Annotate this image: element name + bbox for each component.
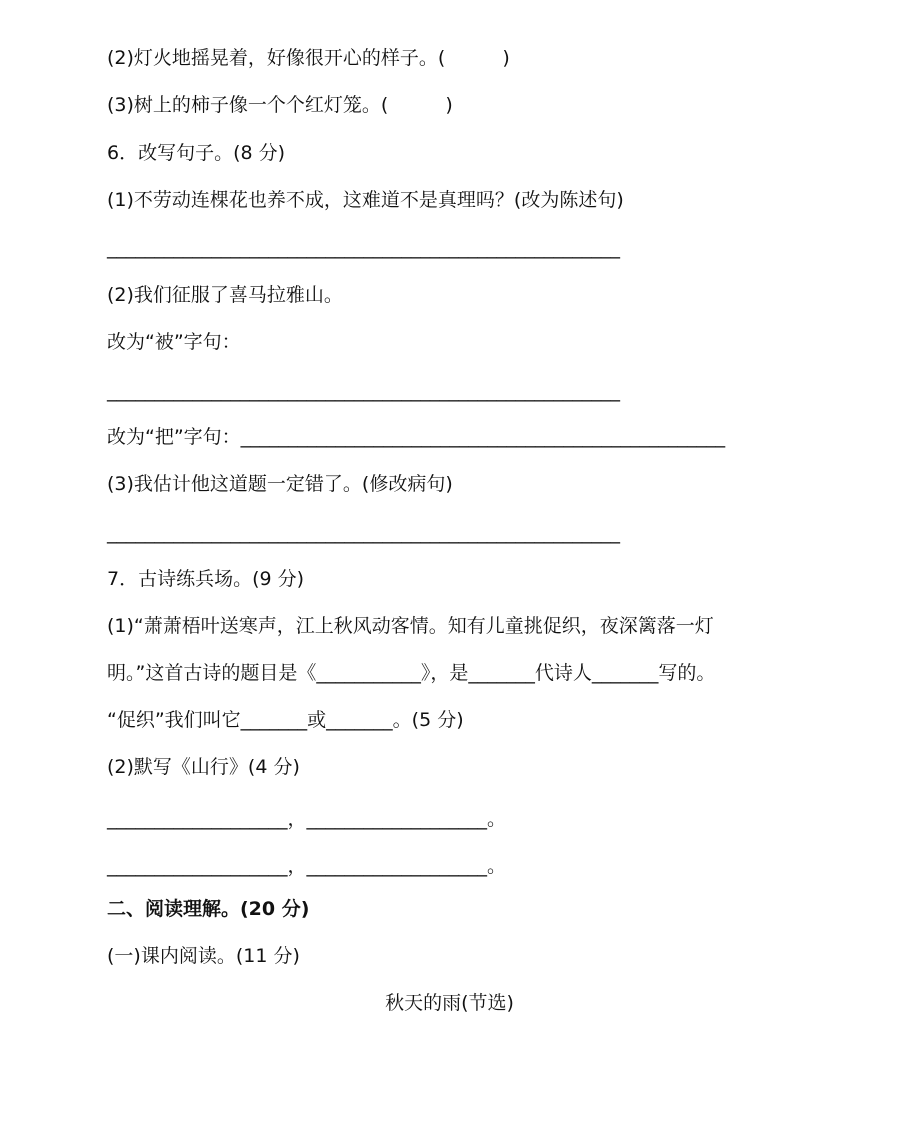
question-7-item-1-poem: (1)“萧萧梧叶送寒声，江上秋风动客情。知有儿童挑促织，夜深篱落一灯 — [107, 615, 714, 637]
question-6-item-1: (1)不劳动连棵花也养不成，这难道不是真理吗？(改为陈述句) — [107, 189, 624, 211]
section-2-part-1-heading: (一)课内阅读。(11 分) — [107, 945, 300, 967]
question-5-item-3: (3)树上的柿子像一个个红灯笼。( ) — [107, 94, 453, 116]
section-2-heading: 二、阅读理解。(20 分) — [107, 898, 310, 920]
answer-line-6-1: ______________________________________________________ — [107, 237, 620, 259]
answer-line-6-3: ______________________________________________________ — [107, 522, 620, 544]
answer-line-6-2-bei: ______________________________________________________ — [107, 380, 620, 402]
question-7-item-2: (2)默写《山行》(4 分) — [107, 756, 300, 778]
question-7-item-1-cricket: “促织”我们叫它_______或_______。(5 分) — [107, 709, 464, 731]
question-7-heading: 7．古诗练兵场。(9 分) — [107, 568, 305, 590]
question-7-item-1-blanks: 明。”这首古诗的题目是《___________》，是_______代诗人_______写的。 — [107, 662, 716, 684]
ba-sentence-prompt: 改为“把”字句：___________________________________________________ — [107, 426, 726, 448]
question-6-item-2: (2)我们征服了喜马拉雅山。 — [107, 284, 343, 306]
reading-passage-title: 秋天的雨(节选) — [385, 992, 514, 1014]
question-6-item-3: (3)我估计他这道题一定错了。(修改病句) — [107, 473, 453, 495]
question-6-heading: 6．改写句子。(8 分) — [107, 142, 286, 164]
poem-answer-line-2: ___________________，___________________。 — [107, 855, 507, 877]
bei-sentence-prompt: 改为“被”字句： — [107, 331, 241, 353]
poem-answer-line-1: ___________________，___________________。 — [107, 808, 507, 830]
question-5-item-2: (2)灯火地摇晃着，好像很开心的样子。( ) — [107, 47, 510, 69]
